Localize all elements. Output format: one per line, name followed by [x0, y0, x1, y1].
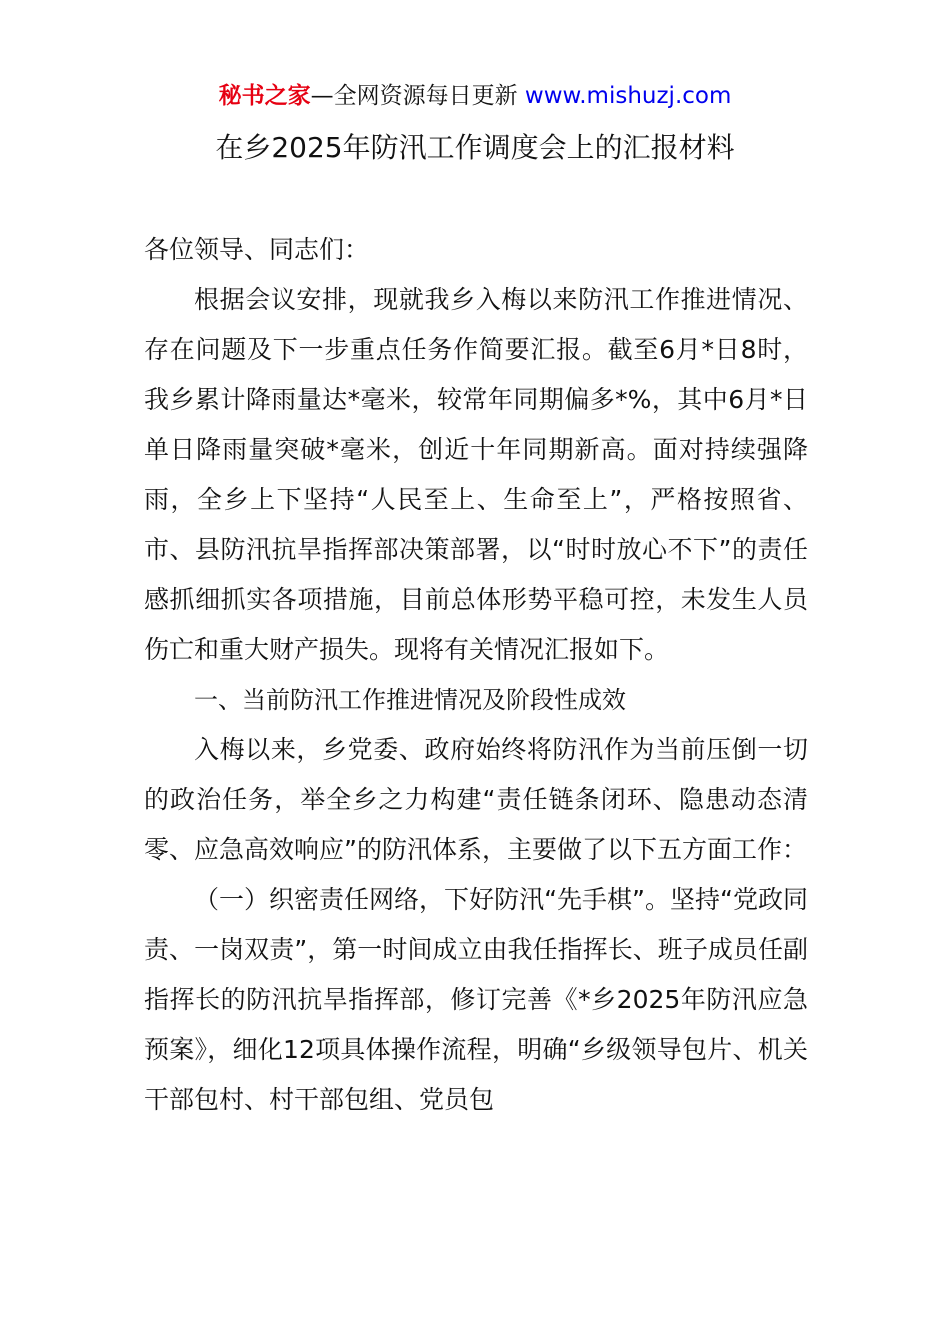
paragraph-overview: 入梅以来，乡党委、政府始终将防汛作为当前压倒一切的政治任务，举全乡之力构建“责任链条闭环、隐患动态清零、应急高效响应”的防汛体系，主要做了以下五方面工作： [144, 735, 808, 864]
site-link[interactable]: www.mishuzj.com [524, 83, 732, 109]
site-header [0, 80, 950, 112]
document-body [144, 225, 808, 1125]
paragraph-subsection-1: （一）织密责任网络，下好防汛“先手棋”。坚持“党政同责、一岗双责”，第一时间成立由我任指挥长、班子成员任副指挥长的防汛抗旱指挥部，修订完善《*乡2025年防汛应急预案》，细化12项具体操作流程，明确“乡级领导包片、机关干部包村、村干部包组、党员包 [144, 885, 808, 1114]
salutation: 各位领导、同志们： [144, 235, 370, 264]
paragraph-intro: 根据会议安排，现就我乡入梅以来防汛工作推进情况、存在问题及下一步重点任务作简要汇报。截至6月*日8时，我乡累计降雨量达*毫米，较常年同期偏多*%，其中6月*日单日降雨量突破*毫米，创近十年同期新高。面对持续强降雨，全乡上下坚持“人民至上、生命至上”，严格按照省、市、县防汛抗旱指挥部决策部署，以“时时放心不下”的责任感抓细抓实各项措施，目前总体形势平稳可控，未发生人员伤亡和重大财产损失。现将有关情况汇报如下。 [144, 285, 808, 664]
header-tagline: —全网资源每日更新 [310, 83, 518, 109]
brand-name: 秘书之家 [218, 83, 311, 109]
section-heading: 一、当前防汛工作推进情况及阶段性成效 [194, 686, 626, 714]
document-title: 在乡2025年防汛工作调度会上的汇报材料 [215, 131, 735, 164]
